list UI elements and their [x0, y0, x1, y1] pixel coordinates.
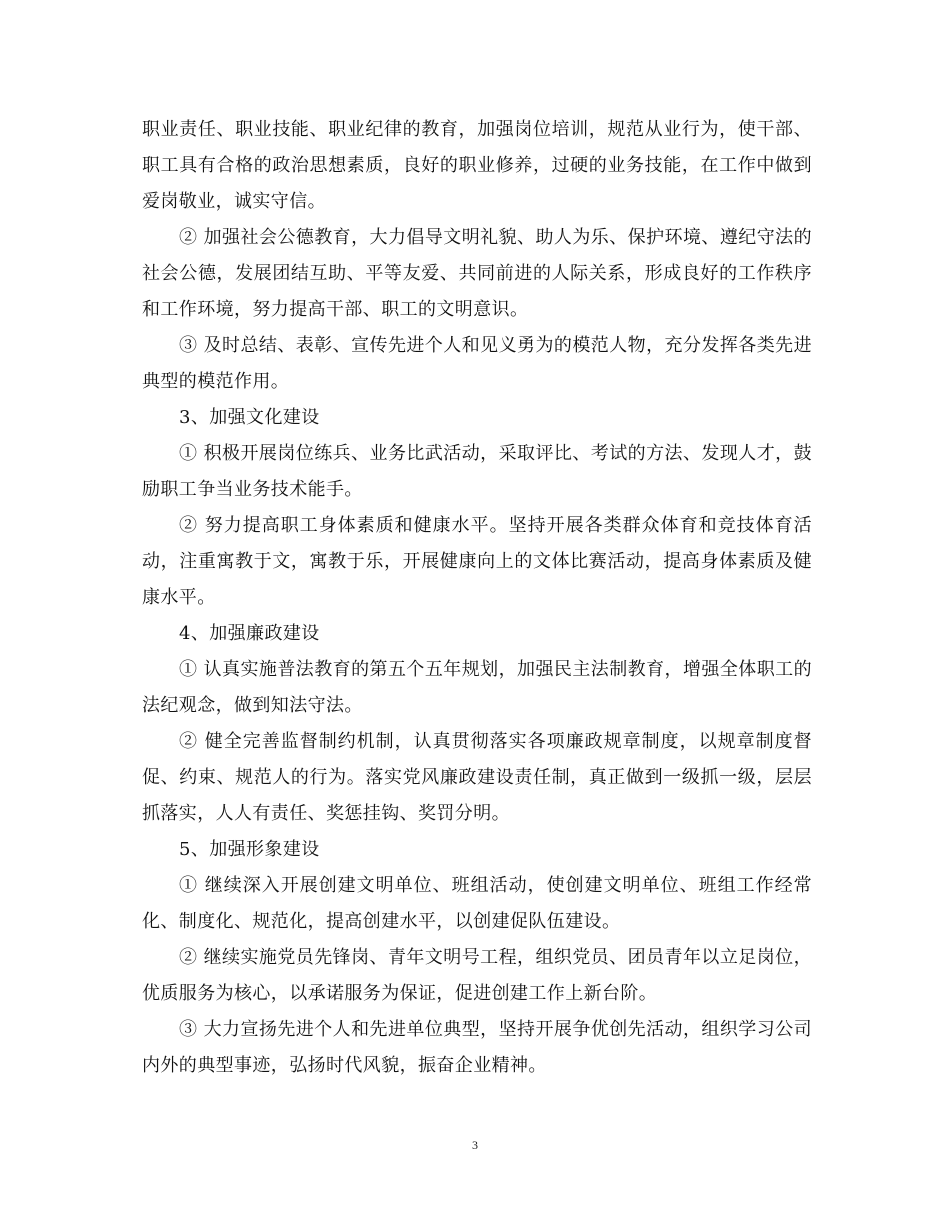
paragraph-vanguard-posts: ② 继续实施党员先锋岗、青年文明号工程，组织党员、团员青年以立足岗位，优质服务为核心，以承诺服务为保证，促进创建工作上新台阶。: [142, 947, 812, 1004]
section-heading-image: 5、加强形象建设: [179, 839, 320, 860]
paragraph-civilized-units: ① 继续深入开展创建文明单位、班组活动，使创建文明单位、班组工作经常化、制度化、规范化，提高创建水平，以创建促队伍建设。: [142, 875, 812, 932]
section-heading-integrity: 4、加强廉政建设: [179, 623, 320, 644]
paragraph-role-models: ③ 及时总结、表彰、宣传先进个人和见义勇为的模范人物，充分发挥各类先进典型的模范作用。: [142, 335, 812, 392]
paragraph-continued-text: 职业责任、职业技能、职业纪律的教育，加强岗位培训，规范从业行为，使干部、职工具有合格的政治思想素质，良好的职业修养，过硬的业务技能，在工作中做到爱岗敬业，诚实守信。: [142, 119, 812, 212]
section-heading-culture: 3、加强文化建设: [179, 407, 320, 428]
paragraph-legal-education: ① 认真实施普法教育的第五个五年规划，加强民主法制教育，增强全体职工的法纪观念，做到知法守法。: [142, 659, 812, 716]
paragraph-physical-fitness: ② 努力提高职工身体素质和健康水平。坚持开展各类群众体育和竞技体育活动，注重寓教于文，寓教于乐，开展健康向上的文体比赛活动，提高身体素质及健康水平。: [142, 515, 812, 608]
paragraph-skills-competition: ① 积极开展岗位练兵、业务比武活动，采取评比、考试的方法、发现人才，鼓励职工争当业务技术能手。: [142, 443, 812, 500]
page-number: 3: [472, 1138, 478, 1152]
paragraph-advanced-models: ③ 大力宣扬先进个人和先进单位典型，坚持开展争优创先活动，组织学习公司内外的典型事迹，弘扬时代风貌，振奋企业精神。: [142, 1019, 812, 1076]
paragraph-social-ethics: ② 加强社会公德教育，大力倡导文明礼貌、助人为乐、保护环境、遵纪守法的社会公德，发展团结互助、平等友爱、共同前进的人际关系，形成良好的工作秩序和工作环境，努力提高干部、职工的文明意识。: [142, 227, 812, 320]
document-body: [142, 112, 812, 1084]
paragraph-supervision: ② 健全完善监督制约机制，认真贯彻落实各项廉政规章制度，以规章制度督促、约束、规范人的行为。落实党风廉政建设责任制，真正做到一级抓一级，层层抓落实，人人有责任、奖惩挂钩、奖罚分明。: [142, 731, 812, 824]
